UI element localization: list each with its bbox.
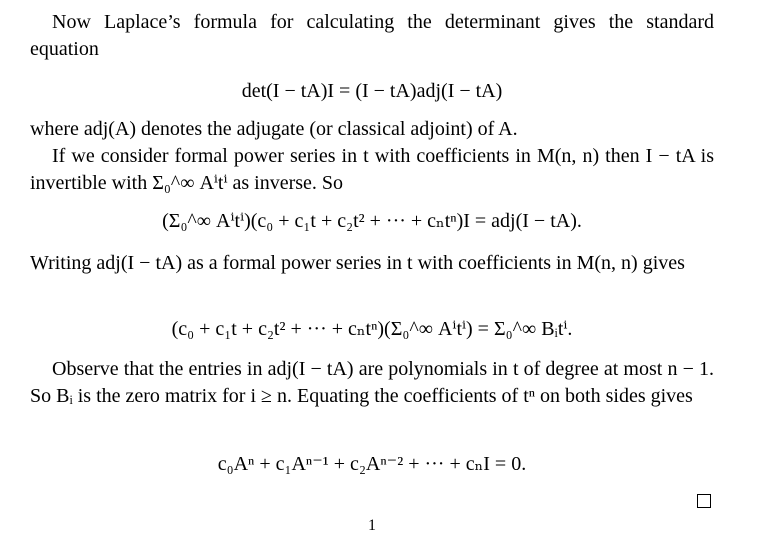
page-number: 1 [368,517,376,534]
equation-inverse-series-product: (Σ₀^∞ Aⁱtⁱ)(c₀ + c₁t + c₂t² + ··· + cₙtⁿ)I = adj(I − tA). [162,210,582,232]
paragraph-observe-polynomials: Observe that the entries in adj(I − tA) are polynomials in t of degree at most n − 1. So Bᵢ is the zero matrix for i ≥ n. Equating the coefficients of tⁿ on both sides gives [30,358,714,407]
qed-box-icon [697,494,711,508]
equation-cayley-hamilton: c₀Aⁿ + c₁Aⁿ⁻¹ + c₂Aⁿ⁻² + ··· + cₙI = 0. [217,453,527,475]
paragraph-writing-adjugate: Writing adj(I − tA) as a formal power series in t with coefficients in M(n, n) gives [30,252,685,274]
paragraph-formal-power-series: If we consider formal power series in t with coefficients in M(n, n) then I − tA is invertible with Σ₀^∞ Aⁱtⁱ as inverse. So [30,145,714,194]
equation-determinant-identity: det(I − tA)I = (I − tA)adj(I − tA) [241,80,503,102]
paragraph-laplace-formula: Now Laplace’s formula for calculating the determinant gives the standard equation [30,11,714,60]
equation-series-coefficients: (c₀ + c₁t + c₂t² + ··· + cₙtⁿ)(Σ₀^∞ Aⁱtⁱ) = Σ₀^∞ Bᵢtⁱ. [171,318,573,340]
paragraph-adjugate-definition: where adj(A) denotes the adjugate (or classical adjoint) of A. [30,118,518,140]
